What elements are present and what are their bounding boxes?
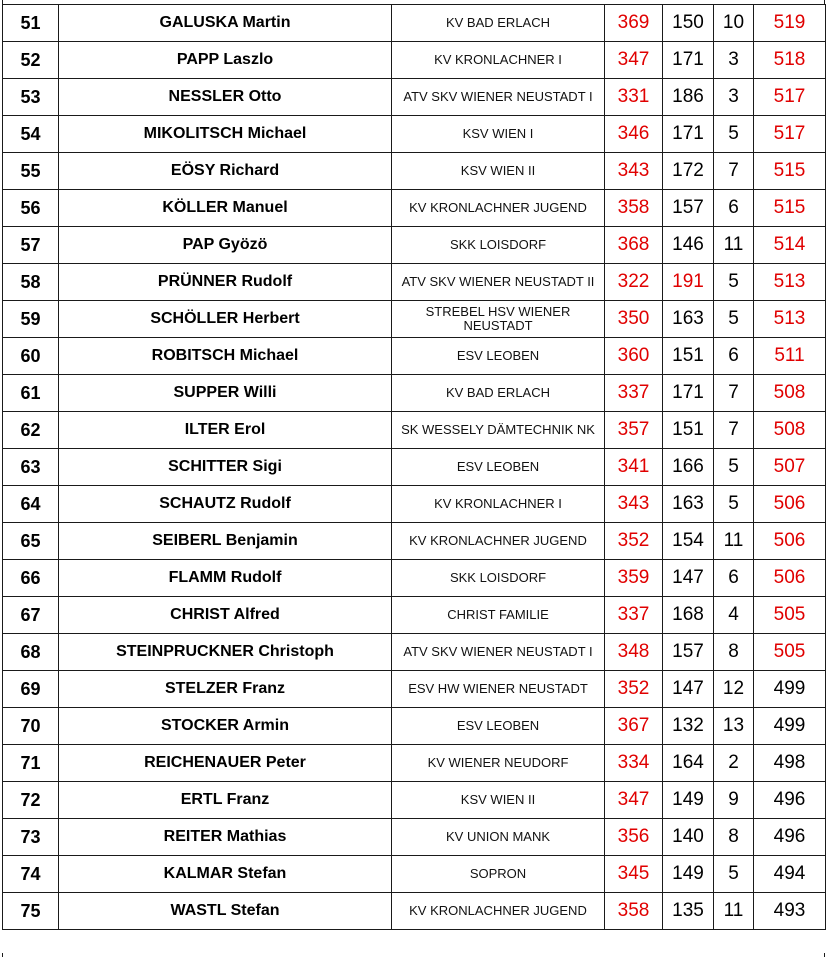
table-row xyxy=(3,560,826,597)
total-score-cell: 496 xyxy=(754,819,826,856)
total-score-cell: 506 xyxy=(754,560,826,597)
club-cell: KV KRONLACHNER JUGEND xyxy=(392,190,605,227)
club-cell: KV KRONLACHNER JUGEND xyxy=(392,523,605,560)
rank-cell: 55 xyxy=(3,153,59,190)
club-cell: KSV WIEN II xyxy=(392,782,605,819)
rank-cell: 58 xyxy=(3,264,59,301)
faults-cell: 6 xyxy=(714,560,754,597)
table-row xyxy=(3,486,826,523)
club-cell: SK WESSELY DÄMTECHNIK NK xyxy=(392,412,605,449)
faults-cell: 5 xyxy=(714,449,754,486)
table-row xyxy=(3,190,826,227)
clear-score-cell: 164 xyxy=(663,745,714,782)
table-row xyxy=(3,412,826,449)
player-name-cell: PRÜNNER Rudolf xyxy=(59,264,392,301)
clear-score-cell: 151 xyxy=(663,412,714,449)
table-row xyxy=(3,5,826,42)
full-score-cell: 357 xyxy=(605,412,663,449)
club-cell: STREBEL HSV WIENER NEUSTADT xyxy=(392,301,605,338)
rank-cell: 71 xyxy=(3,745,59,782)
full-score-cell: 346 xyxy=(605,116,663,153)
rank-cell: 53 xyxy=(3,79,59,116)
player-name-cell: WASTL Stefan xyxy=(59,893,392,930)
club-cell: ESV HW WIENER NEUSTADT xyxy=(392,671,605,708)
total-score-cell: 508 xyxy=(754,412,826,449)
club-cell: ESV LEOBEN xyxy=(392,449,605,486)
clear-score-cell: 171 xyxy=(663,375,714,412)
clear-score-cell: 151 xyxy=(663,338,714,375)
full-score-cell: 337 xyxy=(605,597,663,634)
club-cell: SOPRON xyxy=(392,856,605,893)
club-cell: KV BAD ERLACH xyxy=(392,375,605,412)
club-cell: ATV SKV WIENER NEUSTADT II xyxy=(392,264,605,301)
full-score-cell: 359 xyxy=(605,560,663,597)
clear-score-cell: 147 xyxy=(663,560,714,597)
table-row xyxy=(3,819,826,856)
rank-cell: 66 xyxy=(3,560,59,597)
table-row xyxy=(3,264,826,301)
rank-cell: 60 xyxy=(3,338,59,375)
table-row xyxy=(3,745,826,782)
clear-score-cell: 140 xyxy=(663,819,714,856)
club-cell: ATV SKV WIENER NEUSTADT I xyxy=(392,634,605,671)
full-score-cell: 369 xyxy=(605,5,663,42)
full-score-cell: 347 xyxy=(605,42,663,79)
full-score-cell: 343 xyxy=(605,486,663,523)
total-score-cell: 517 xyxy=(754,116,826,153)
player-name-cell: SCHAUTZ Rudolf xyxy=(59,486,392,523)
table-row xyxy=(3,708,826,745)
full-score-cell: 352 xyxy=(605,523,663,560)
full-score-cell: 352 xyxy=(605,671,663,708)
full-score-cell: 367 xyxy=(605,708,663,745)
full-score-cell: 358 xyxy=(605,190,663,227)
faults-cell: 5 xyxy=(714,856,754,893)
rank-cell: 57 xyxy=(3,227,59,264)
club-cell: KV KRONLACHNER I xyxy=(392,42,605,79)
clear-score-cell: 186 xyxy=(663,79,714,116)
player-name-cell: ERTL Franz xyxy=(59,782,392,819)
total-score-cell: 505 xyxy=(754,597,826,634)
results-table xyxy=(2,4,826,930)
clear-score-cell: 163 xyxy=(663,486,714,523)
total-score-cell: 511 xyxy=(754,338,826,375)
rank-cell: 67 xyxy=(3,597,59,634)
faults-cell: 5 xyxy=(714,301,754,338)
clear-score-cell: 135 xyxy=(663,893,714,930)
total-score-cell: 517 xyxy=(754,79,826,116)
clear-score-cell: 146 xyxy=(663,227,714,264)
table-row xyxy=(3,301,826,338)
table-row xyxy=(3,597,826,634)
clear-score-cell: 168 xyxy=(663,597,714,634)
faults-cell: 5 xyxy=(714,264,754,301)
clear-score-cell: 147 xyxy=(663,671,714,708)
player-name-cell: SUPPER Willi xyxy=(59,375,392,412)
full-score-cell: 347 xyxy=(605,782,663,819)
faults-cell: 13 xyxy=(714,708,754,745)
clear-score-cell: 157 xyxy=(663,634,714,671)
club-cell: SKK LOISDORF xyxy=(392,560,605,597)
total-score-cell: 515 xyxy=(754,190,826,227)
table-row xyxy=(3,79,826,116)
club-cell: ATV SKV WIENER NEUSTADT I xyxy=(392,79,605,116)
clear-score-cell: 149 xyxy=(663,856,714,893)
club-cell: KV BAD ERLACH xyxy=(392,5,605,42)
rank-cell: 70 xyxy=(3,708,59,745)
table-row xyxy=(3,227,826,264)
table-row xyxy=(3,449,826,486)
total-score-cell: 499 xyxy=(754,671,826,708)
table-row xyxy=(3,782,826,819)
rank-cell: 69 xyxy=(3,671,59,708)
player-name-cell: KALMAR Stefan xyxy=(59,856,392,893)
faults-cell: 7 xyxy=(714,375,754,412)
faults-cell: 11 xyxy=(714,893,754,930)
club-cell: ESV LEOBEN xyxy=(392,338,605,375)
faults-cell: 9 xyxy=(714,782,754,819)
faults-cell: 7 xyxy=(714,153,754,190)
total-score-cell: 513 xyxy=(754,301,826,338)
clear-score-cell: 163 xyxy=(663,301,714,338)
full-score-cell: 358 xyxy=(605,893,663,930)
rank-cell: 62 xyxy=(3,412,59,449)
full-score-cell: 337 xyxy=(605,375,663,412)
player-name-cell: SCHÖLLER Herbert xyxy=(59,301,392,338)
club-cell: KSV WIEN I xyxy=(392,116,605,153)
player-name-cell: REITER Mathias xyxy=(59,819,392,856)
club-cell: KV WIENER NEUDORF xyxy=(392,745,605,782)
total-score-cell: 493 xyxy=(754,893,826,930)
player-name-cell: STOCKER Armin xyxy=(59,708,392,745)
table-row xyxy=(3,634,826,671)
clear-score-cell: 171 xyxy=(663,116,714,153)
clear-score-cell: 166 xyxy=(663,449,714,486)
rank-cell: 61 xyxy=(3,375,59,412)
rank-cell: 64 xyxy=(3,486,59,523)
faults-cell: 7 xyxy=(714,412,754,449)
table-row xyxy=(3,671,826,708)
player-name-cell: STEINPRUCKNER Christoph xyxy=(59,634,392,671)
table-row xyxy=(3,338,826,375)
full-score-cell: 348 xyxy=(605,634,663,671)
total-score-cell: 513 xyxy=(754,264,826,301)
faults-cell: 11 xyxy=(714,227,754,264)
table-row xyxy=(3,42,826,79)
faults-cell: 6 xyxy=(714,190,754,227)
club-cell: KV KRONLACHNER I xyxy=(392,486,605,523)
rank-cell: 72 xyxy=(3,782,59,819)
table-row xyxy=(3,856,826,893)
faults-cell: 2 xyxy=(714,745,754,782)
club-cell: SKK LOISDORF xyxy=(392,227,605,264)
table-row xyxy=(3,523,826,560)
player-name-cell: PAP Gyözö xyxy=(59,227,392,264)
faults-cell: 8 xyxy=(714,819,754,856)
full-score-cell: 356 xyxy=(605,819,663,856)
rank-cell: 73 xyxy=(3,819,59,856)
total-score-cell: 519 xyxy=(754,5,826,42)
faults-cell: 8 xyxy=(714,634,754,671)
full-score-cell: 331 xyxy=(605,79,663,116)
player-name-cell: CHRIST Alfred xyxy=(59,597,392,634)
clear-score-cell: 149 xyxy=(663,782,714,819)
clear-score-cell: 172 xyxy=(663,153,714,190)
full-score-cell: 343 xyxy=(605,153,663,190)
player-name-cell: ROBITSCH Michael xyxy=(59,338,392,375)
full-score-cell: 360 xyxy=(605,338,663,375)
clear-score-cell: 157 xyxy=(663,190,714,227)
full-score-cell: 341 xyxy=(605,449,663,486)
club-cell: CHRIST FAMILIE xyxy=(392,597,605,634)
club-cell: KV KRONLACHNER JUGEND xyxy=(392,893,605,930)
full-score-cell: 345 xyxy=(605,856,663,893)
faults-cell: 3 xyxy=(714,42,754,79)
rank-cell: 59 xyxy=(3,301,59,338)
table-row xyxy=(3,893,826,930)
clear-score-cell: 171 xyxy=(663,42,714,79)
full-score-cell: 368 xyxy=(605,227,663,264)
table-row xyxy=(3,375,826,412)
table-row xyxy=(3,153,826,190)
faults-cell: 5 xyxy=(714,486,754,523)
faults-cell: 4 xyxy=(714,597,754,634)
total-score-cell: 506 xyxy=(754,523,826,560)
club-cell: ESV LEOBEN xyxy=(392,708,605,745)
player-name-cell: NESSLER Otto xyxy=(59,79,392,116)
rank-cell: 68 xyxy=(3,634,59,671)
club-cell: KV UNION MANK xyxy=(392,819,605,856)
player-name-cell: EÖSY Richard xyxy=(59,153,392,190)
table-row xyxy=(3,116,826,153)
total-score-cell: 515 xyxy=(754,153,826,190)
total-score-cell: 506 xyxy=(754,486,826,523)
total-score-cell: 518 xyxy=(754,42,826,79)
rank-cell: 51 xyxy=(3,5,59,42)
rank-cell: 52 xyxy=(3,42,59,79)
total-score-cell: 507 xyxy=(754,449,826,486)
faults-cell: 11 xyxy=(714,523,754,560)
total-score-cell: 514 xyxy=(754,227,826,264)
clear-score-cell: 191 xyxy=(663,264,714,301)
rank-cell: 74 xyxy=(3,856,59,893)
rank-cell: 65 xyxy=(3,523,59,560)
full-score-cell: 334 xyxy=(605,745,663,782)
faults-cell: 5 xyxy=(714,116,754,153)
player-name-cell: SCHITTER Sigi xyxy=(59,449,392,486)
total-score-cell: 505 xyxy=(754,634,826,671)
rank-cell: 63 xyxy=(3,449,59,486)
player-name-cell: KÖLLER Manuel xyxy=(59,190,392,227)
faults-cell: 3 xyxy=(714,79,754,116)
total-score-cell: 508 xyxy=(754,375,826,412)
total-score-cell: 498 xyxy=(754,745,826,782)
player-name-cell: REICHENAUER Peter xyxy=(59,745,392,782)
faults-cell: 10 xyxy=(714,5,754,42)
player-name-cell: STELZER Franz xyxy=(59,671,392,708)
clear-score-cell: 150 xyxy=(663,5,714,42)
player-name-cell: SEIBERL Benjamin xyxy=(59,523,392,560)
results-table-body xyxy=(3,5,826,930)
clear-score-cell: 154 xyxy=(663,523,714,560)
full-score-cell: 350 xyxy=(605,301,663,338)
total-score-cell: 494 xyxy=(754,856,826,893)
player-name-cell: MIKOLITSCH Michael xyxy=(59,116,392,153)
club-cell: KSV WIEN II xyxy=(392,153,605,190)
player-name-cell: ILTER Erol xyxy=(59,412,392,449)
player-name-cell: FLAMM Rudolf xyxy=(59,560,392,597)
rank-cell: 56 xyxy=(3,190,59,227)
clear-score-cell: 132 xyxy=(663,708,714,745)
rank-cell: 75 xyxy=(3,893,59,930)
rank-cell: 54 xyxy=(3,116,59,153)
total-score-cell: 496 xyxy=(754,782,826,819)
faults-cell: 6 xyxy=(714,338,754,375)
player-name-cell: PAPP Laszlo xyxy=(59,42,392,79)
total-score-cell: 499 xyxy=(754,708,826,745)
full-score-cell: 322 xyxy=(605,264,663,301)
player-name-cell: GALUSKA Martin xyxy=(59,5,392,42)
faults-cell: 12 xyxy=(714,671,754,708)
table-bottom-edge xyxy=(2,953,825,957)
